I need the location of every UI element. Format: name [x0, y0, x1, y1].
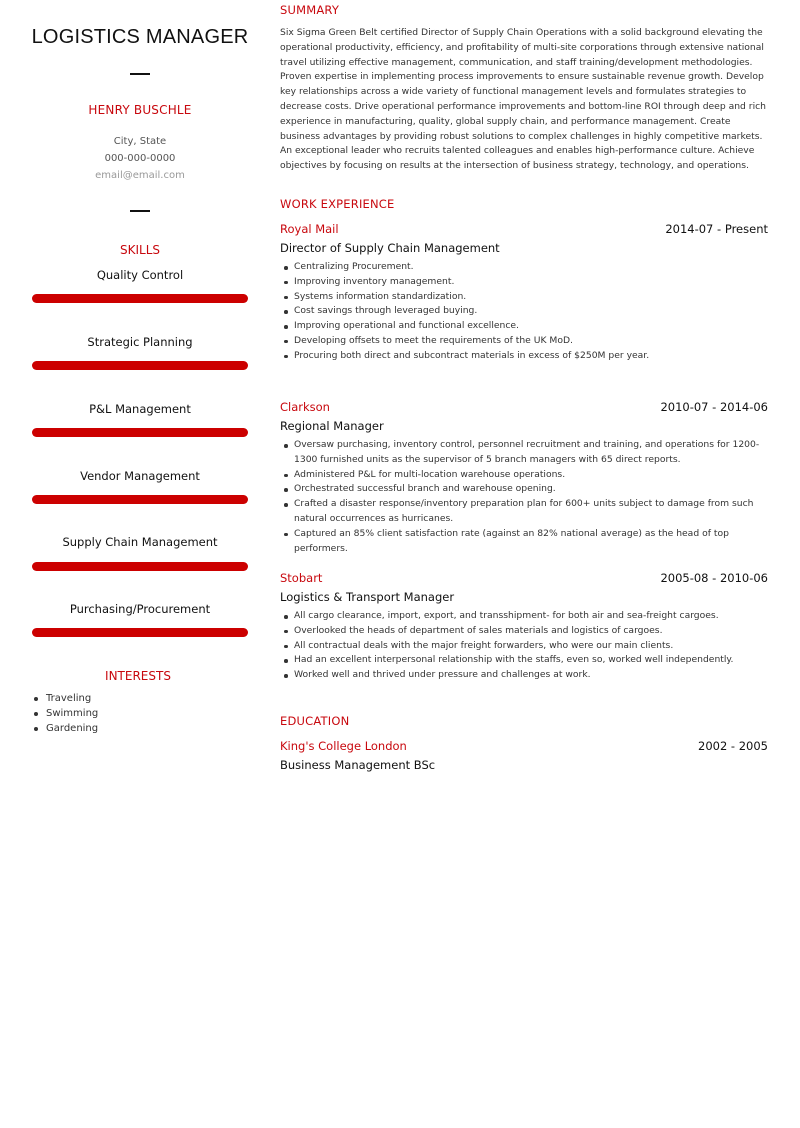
location: City, State: [113, 136, 167, 147]
job-bullets: [294, 260, 770, 364]
job-dates: 2014-07 - Present: [665, 222, 768, 236]
job-role: Logistics & Transport Manager: [280, 590, 455, 604]
skill-level-bar: [32, 294, 248, 303]
skill-label: Purchasing/Procurement: [69, 602, 211, 616]
summary-text: Six Sigma Green Belt certified Director of Supply Chain Operations with a solid background elevating the operational productivity, efficiency, and profitability of multi-site corporations through extensive national travel utilizing effective management, communication, and staff training/development methodologies. Proven expertise in implementing process improvements to ensure sustainable revenue growth. Develop key relationships across a wide variety of functional management levels and formulates strategies to decrease costs. Drive operational performance improvements and bottom-line ROI through deep and rich experience in manufacturing, quality, global supply chain, and performance management. Create business advantages by providing robust solutions to complex challenges in highly competitive markets. An exceptional leader who recruits talented colleagues and enables high-performance culture. Achieve objectives by focusing on results at the intersection of business strategy, technology, and operations.: [280, 27, 766, 172]
job-dates: 2010-07 - 2014-06: [660, 400, 768, 414]
interests-list: [30, 691, 260, 736]
list-item: Swimming: [30, 706, 260, 721]
list-item: Improving inventory management.: [294, 275, 770, 290]
work-experience-heading: WORK EXPERIENCE: [280, 197, 395, 211]
email-link[interactable]: email@email.com: [95, 170, 185, 181]
school-name: King's College London: [280, 739, 407, 753]
list-item: Procuring both direct and subcontract materials in excess of $250M per year.: [294, 349, 770, 364]
education-heading: EDUCATION: [280, 714, 350, 728]
list-item: Centralizing Procurement.: [294, 260, 770, 275]
skill-label: Strategic Planning: [87, 335, 193, 349]
list-item: Cost savings through leveraged buying.: [294, 304, 770, 319]
job-role: Director of Supply Chain Management: [280, 241, 500, 255]
divider: [130, 210, 150, 212]
list-item: Crafted a disaster response/inventory preparation plan for 600+ units subject to damage from such natural occurrences as hurricanes.: [294, 497, 770, 527]
skill-label: Quality Control: [96, 268, 184, 282]
skill-label: Vendor Management: [80, 469, 200, 483]
skill-level-bar: [32, 628, 248, 637]
candidate-name: HENRY BUSCHLE: [88, 103, 192, 117]
skills-heading: SKILLS: [119, 243, 160, 257]
skill-level-bar: [32, 562, 248, 571]
list-item: All contractual deals with the major freight forwarders, who were our main clients.: [294, 639, 770, 654]
company-name: Royal Mail: [280, 222, 339, 236]
list-item: Improving operational and functional excellence.: [294, 319, 770, 334]
job-bullets: [294, 609, 770, 683]
list-item: Oversaw purchasing, inventory control, personnel recruitment and training, and operations for 1200-1300 furnished units as the supervisor of 5 branch managers with 65 direct reports.: [294, 438, 770, 468]
list-item: Developing offsets to meet the requirements of the UK MoD.: [294, 334, 770, 349]
skill-level-bar: [32, 495, 248, 504]
list-item: Orchestrated successful branch and warehouse opening.: [294, 482, 770, 497]
list-item: Worked well and thrived under pressure and challenges at work.: [294, 668, 770, 683]
skill-label: Supply Chain Management: [62, 535, 218, 549]
company-name: Stobart: [280, 571, 323, 585]
list-item: Traveling: [30, 691, 260, 706]
list-item: Captured an 85% client satisfaction rate (against an 82% national average) as the head of top performers.: [294, 527, 770, 557]
divider: [130, 73, 150, 75]
list-item: Overlooked the heads of department of sales materials and logistics of cargoes.: [294, 624, 770, 639]
list-item: Had an excellent interpersonal relationship with the staffs, even so, worked well independently.: [294, 653, 770, 668]
job-bullets: [294, 438, 770, 556]
skill-level-bar: [32, 361, 248, 370]
list-item: All cargo clearance, import, export, and transshipment- for both air and sea-freight cargoes.: [294, 609, 770, 624]
list-item: Systems information standardization.: [294, 290, 770, 305]
list-item: Administered P&L for multi-location warehouse operations.: [294, 468, 770, 483]
list-item: Gardening: [30, 721, 260, 736]
job-dates: 2005-08 - 2010-06: [660, 571, 768, 585]
education-dates: 2002 - 2005: [698, 739, 768, 753]
job-title: LOGISTICS MANAGER: [31, 26, 249, 48]
phone: 000-000-0000: [104, 153, 176, 164]
skill-level-bar: [32, 428, 248, 437]
company-name: Clarkson: [280, 400, 330, 414]
summary-heading: SUMMARY: [280, 3, 340, 17]
skill-label: P&L Management: [89, 402, 191, 416]
degree: Business Management BSc: [280, 758, 436, 772]
job-role: Regional Manager: [280, 419, 384, 433]
interests-heading: INTERESTS: [105, 669, 171, 683]
